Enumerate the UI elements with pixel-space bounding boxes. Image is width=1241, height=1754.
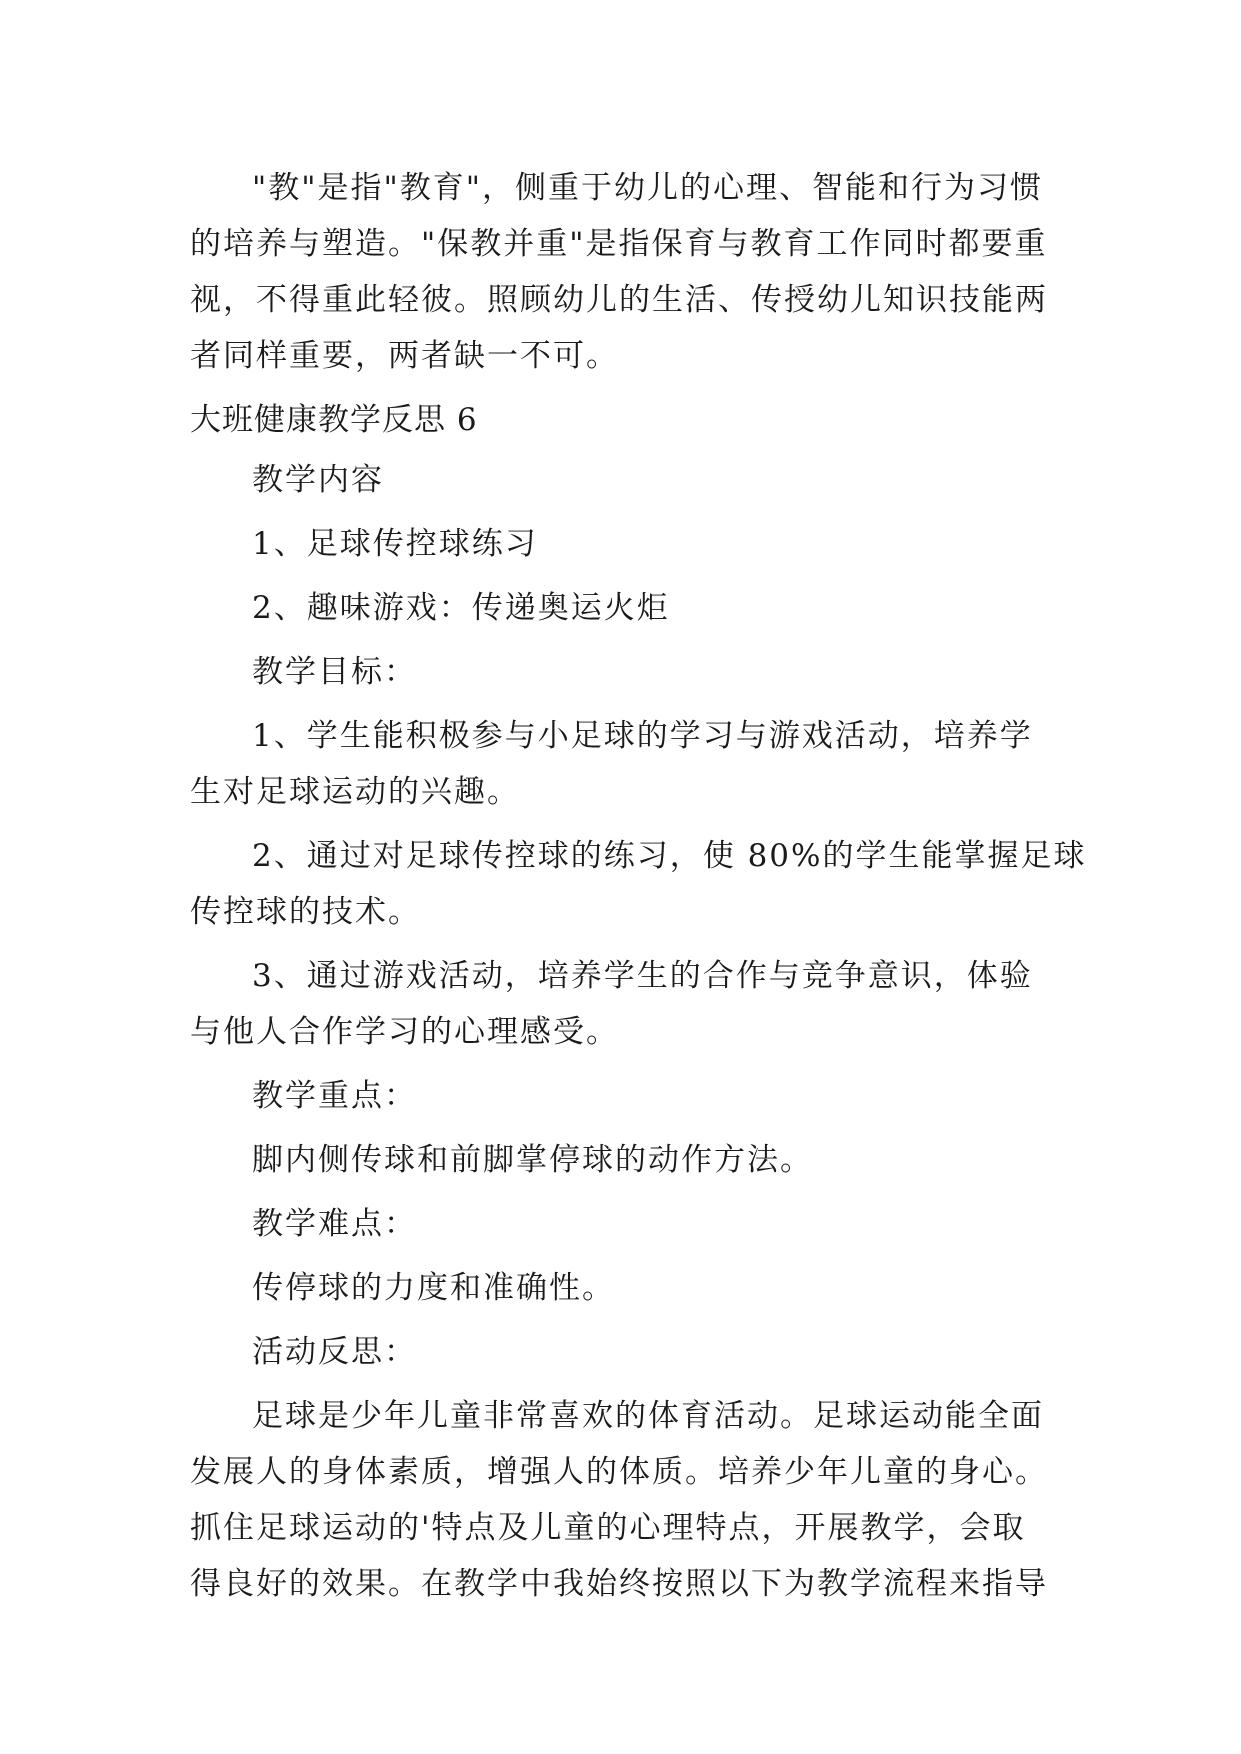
difficulties-text: 传停球的力度和准确性。 [252,1270,615,1306]
goal-line: 与他人合作学习的心理感受。 [190,1014,619,1050]
teaching-content-label: 教学内容 [252,462,384,498]
section-title: 大班健康教学反思 6 [190,402,478,438]
goal-line: 生对足球运动的兴趣。 [190,774,520,810]
goal-line: 1、学生能积极参与小足球的学习与游戏活动，培养学 [252,718,1033,754]
intro-line: 者同样重要，两者缺一不可。 [190,338,619,374]
goal-paragraph [190,828,1087,940]
goal-line: 传控球的技术。 [190,894,421,930]
goal-line: 3、通过游戏活动，培养学生的合作与竞争意识，体验 [252,958,1033,994]
intro-line: "教"是指"教育"，侧重于幼儿的心理、智能和行为习惯 [252,170,1044,206]
reflection-label: 活动反思： [252,1334,417,1370]
document-body [190,160,1087,1612]
reflection-line: 发展人的身体素质，增强人的体质。培养少年儿童的身心。 [190,1454,1048,1490]
content-item: 2、趣味游戏：传递奥运火炬 [252,590,670,626]
content-item: 1、足球传控球练习 [252,526,538,562]
intro-line: 的培养与塑造。"保教并重"是指保育与教育工作同时都要重 [190,226,1048,262]
intro-line: 视，不得重此轻彼。照顾幼儿的生活、传授幼儿知识技能两 [190,282,1048,318]
key-points-label: 教学重点： [252,1078,417,1114]
reflection-line: 足球是少年儿童非常喜欢的体育活动。足球运动能全面 [252,1398,1044,1434]
reflection-paragraph [190,1388,1060,1612]
reflection-line: 抓住足球运动的'特点及儿童的心理特点，开展教学，会取 [190,1510,1026,1546]
goals-label: 教学目标： [252,654,417,690]
goal-paragraph [190,948,1060,1060]
difficulties-label: 教学难点： [252,1206,417,1242]
reflection-line: 得良好的效果。在教学中我始终按照以下为教学流程来指导 [190,1566,1048,1602]
goal-paragraph [190,708,1060,820]
intro-paragraph [190,160,1060,384]
goal-line: 2、通过对足球传控球的练习，使 80%的学生能掌握足球 [252,838,1087,874]
key-points-text: 脚内侧传球和前脚掌停球的动作方法。 [252,1142,813,1178]
